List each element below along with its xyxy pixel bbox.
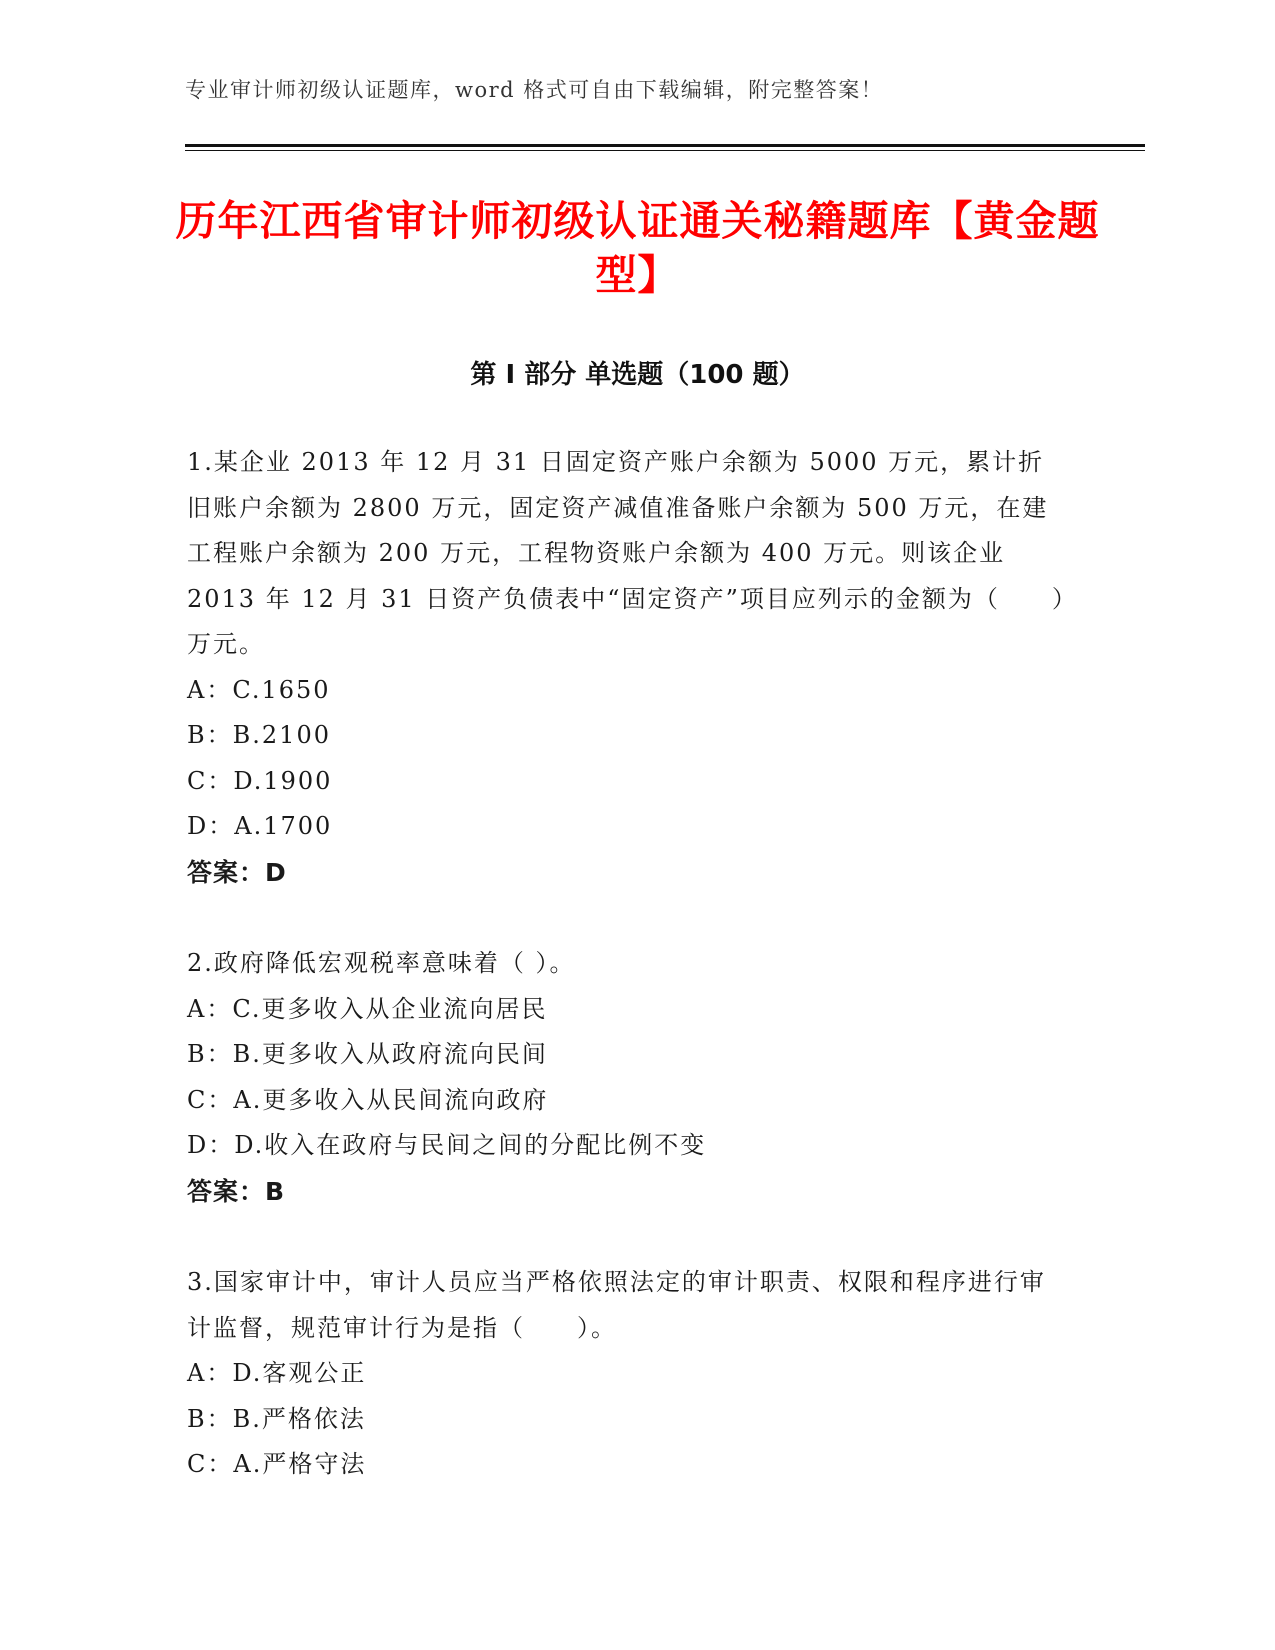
question-option: B：B.严格依法 [187, 1404, 366, 1433]
question-option: C：A.更多收入从民间流向政府 [187, 1085, 549, 1114]
question-stem: 1.某企业 2013 年 12 月 31 日固定资产账户余额为 5000 万元，累计折旧账户余额为 2800 万元，固定资产减值准备账户余额为 500 万元，在建工程账户余额为 200 万元，工程物资账户余额为 400 万元。则该企业 2013 年 12 月 31 日资产负债表中“固定资产”项目应列示的金额为（ ）万元。 [187, 448, 1066, 658]
question-option: B：B.2100 [187, 721, 331, 749]
question-2 [187, 941, 1067, 1214]
section-title: 第 I 部分 单选题（100 题） [470, 360, 805, 390]
question-answer: 答案：D [187, 857, 287, 887]
question-option: A：D.客观公正 [187, 1359, 367, 1387]
question-option: C：A.严格守法 [187, 1450, 367, 1478]
header-divider-thick [185, 144, 1145, 147]
question-spacer [187, 895, 1067, 941]
header-note: 专业审计师初级认证题库，word 格式可自由下载编辑，附完整答案！ [185, 78, 884, 102]
question-option: D：A.1700 [187, 812, 333, 840]
question-stem: 2.政府降低宏观税率意味着（ ）。 [187, 949, 576, 977]
question-list [187, 440, 1067, 1488]
question-1 [187, 440, 1067, 895]
page-title: 历年江西省审计师初级认证通关秘籍题库【黄金题型】 [175, 197, 1100, 299]
question-option: A：C.1650 [187, 675, 331, 704]
question-3 [187, 1260, 1067, 1488]
question-option: C：D.1900 [187, 766, 333, 795]
question-option: A：C.更多收入从企业流向居民 [187, 994, 548, 1023]
header-divider-thin [185, 150, 1145, 151]
question-spacer [187, 1214, 1067, 1260]
question-option: B：B.更多收入从政府流向民间 [187, 1040, 548, 1068]
question-answer: 答案：B [187, 1176, 286, 1206]
question-option: D：D.收入在政府与民间之间的分配比例不变 [187, 1131, 707, 1159]
question-stem: 3.国家审计中，审计人员应当严格依照法定的审计职责、权限和程序进行审计监督，规范审计行为是指（ ）。 [187, 1268, 1046, 1342]
